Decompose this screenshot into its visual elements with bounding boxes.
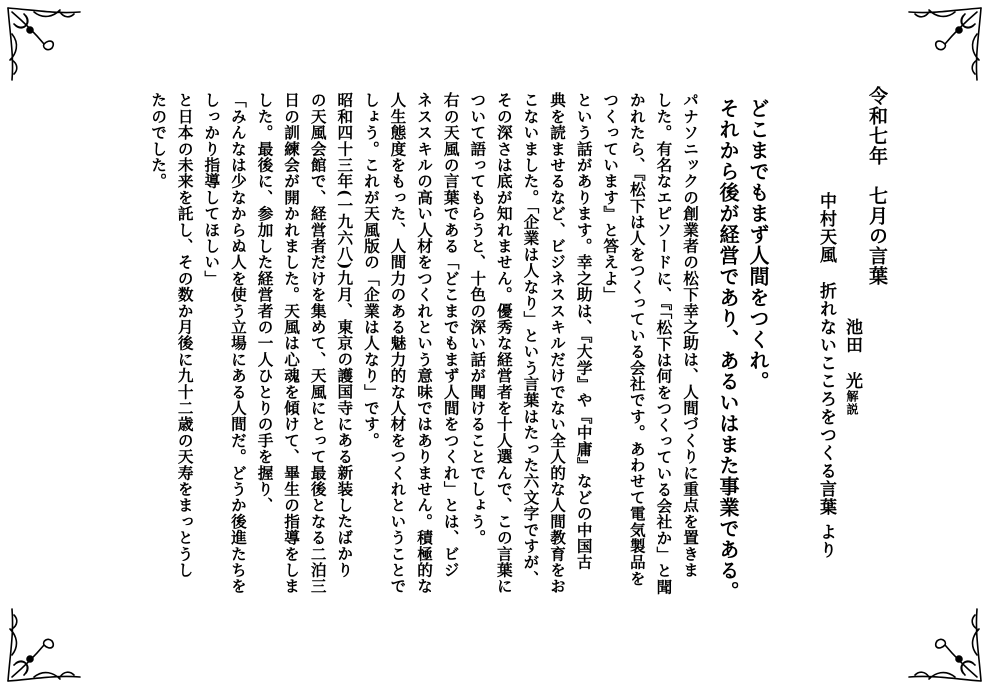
body-line: と日本の未来を託し、その数か月後に九十二歳の天寿をまっとうし xyxy=(175,92,195,578)
quote-line: どこまでもまず人間をつくれ。 xyxy=(746,98,770,392)
body-line: 昭和四十三年(一九六八)九月、東京の護国寺にある新装したばかり xyxy=(335,92,355,578)
commentary-body xyxy=(145,92,703,595)
body-line: という話があります。幸之助は、『大学』や『中庸』などの中国古 xyxy=(574,92,594,571)
page-title: 令和七年 七月の言葉 xyxy=(866,86,888,286)
body-line: その深さは底が知れません。優秀な経営者を十人選んで、この言葉に xyxy=(494,92,514,595)
body-line: しょう。これが天風版の「企業は人なり」です。 xyxy=(361,92,381,449)
author-credit xyxy=(841,318,863,416)
author-role: 解説 xyxy=(845,390,859,416)
quote-line: それから後が経営であり、あるいはまた事業である。 xyxy=(716,98,740,602)
author-name: 池田 光 xyxy=(842,318,862,390)
body-line: 右の天風の言葉である「どこまでもまず人間をつくれ」とは、ビジ xyxy=(441,92,461,578)
body-line: たのでした。 xyxy=(149,92,169,190)
body-line: こないました。「企業は人なり」という言葉はたった六文字ですが、 xyxy=(521,92,541,587)
body-line: 日の訓練会が開かれました。天風は心魂を傾けて、畢生の指導をしま xyxy=(282,92,302,595)
flourish-corner-icon xyxy=(905,4,985,84)
body-line: 人生態度をもった、人間力のある魅力的な人材をつくれということで xyxy=(388,92,408,595)
body-line: の天風会館で、経営者だけを集めて、天風にとって最後となる二泊三 xyxy=(308,92,328,595)
body-line: した。最後に、参加した経営者の一人ひとりの手を握り、 xyxy=(255,92,275,514)
body-line: かれたら、『松下は人をつくっている会社です。あわせて電気製品を xyxy=(627,92,647,587)
body-line: つくっています』と答えよ」 xyxy=(601,92,621,303)
body-line: した。有名なエピソードに、『「松下は何をつくっている会社か」と聞 xyxy=(654,92,674,595)
flourish-corner-icon xyxy=(4,4,84,84)
body-line: しっかり指導してほしい」 xyxy=(202,92,222,287)
flourish-corner-icon xyxy=(4,605,84,685)
body-line: パナソニックの創業者の松下幸之助は、人間づくりに重点を置きま xyxy=(681,92,700,578)
body-line: ついて語ってもらうと、十色の深い話が聞けることでしょう。 xyxy=(468,92,488,546)
featured-quote xyxy=(713,98,773,602)
body-line: 「みんなは少なからぬ人を使う立場にある人間だ。どうか後進たちを xyxy=(228,92,248,595)
flourish-corner-icon xyxy=(905,605,985,685)
body-line: 典を読ませるなど、ビジネススキルだけでない全人的な人間教育をお xyxy=(548,92,568,595)
body-line: ネススキルの高い人材をつくれという意味ではありません。積極的な xyxy=(415,92,435,595)
source-citation: 中村天風 折れないこころをつくる言葉 より xyxy=(816,192,836,559)
